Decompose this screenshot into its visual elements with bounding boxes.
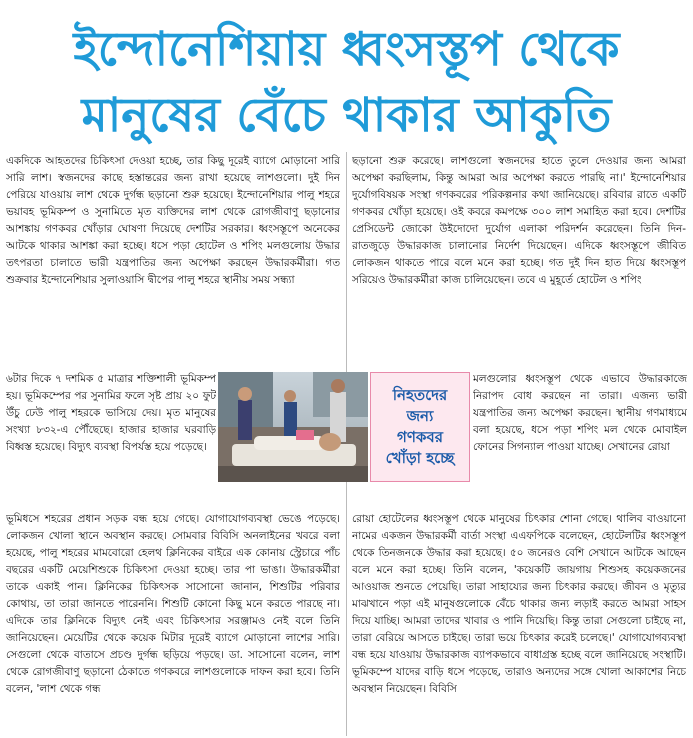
photo-caption	[370, 372, 470, 482]
article-left-top	[6, 153, 340, 371]
headline	[0, 0, 693, 150]
article-paragraph: ছড়ানো শুরু করেছে। লাশগুলো স্বজনদের হাতে তুলে দেওয়ার জন্য আমরা অপেক্ষা করছিলাম, কিন্তু আমরা আর অপেক্ষা করতে পারছি না।' ইন্দোনেশিয়ার দুর্যোগবিষয়ক সংস্থা গণকবরের পরিকল্পনার কথা জানিয়েছে। রবিবার রাতে একটি গণকবর খোঁড়া হয়েছে। ওই কবরে কমপক্ষে ৩০০ লাশ সমাহিত করা হবে। দেশটির প্রেসিডেন্ট জোকো উইদোদো দুর্যোগ এলাকা পরিদর্শন করেছেন। তিনি দিন-রাতজুড়ে উদ্ধারকাজ চালানোর নির্দেশ দিয়েছেন। এদিকে ধ্বংসস্তূপে জীবিত লোকজন থাকতে পারে বলে মনে করা হচ্ছে। গত দুই দিন হাত দিয়ে ধ্বংসস্তূপ সরিয়েও উদ্ধারকর্মীরা কাজ চালিয়েছেন। তবে এ মুহূর্তে হোটেল ও শপিং	[352, 155, 686, 287]
article-paragraph: ভূমিধসে শহরের প্রধান সড়ক বন্ধ হয়ে গেছে। যোগাযোগব্যবস্থা ভেঙে পড়েছে। লোকজন খোলা স্থানে অবস্থান করছে। সোমবার বিবিসি অনলাইনের খবরে বলা হয়েছে, পালু শহরের মামবোরো হেলথ ক্লিনিকের বাইরে এক কোনায় স্ট্রেচারে পাঁচ বছরের একটি মেয়েশিশুকে চিকিৎসা দেওয়া হচ্ছে। তার পা ভাঙা। উদ্ধারকর্মীরা তাকে একাই পান। ক্লিনিকের চিকিৎসক সাসোনো জানান, শিশুটির পরিবার কোথায়, তা তারা জানতে পারেননি। শিশুটি কোনো কিছু মনে করতে পারছে না। এদিকে তার ক্লিনিকে বিদ্যুৎ নেই এবং চিকিৎসার সরঞ্জামও নেই বলে তিনি জানিয়েছেন। মেয়েটির থেকে কয়েক মিটার দূরেই ব্যাগে মোড়ানো লাশের সারি। সেগুলো থেকে বাতাসে প্রচণ্ড দুর্গন্ধ ছড়িয়ে পড়ছে। ডা. সাসোনো বলেন, লাশ থেকে রোগজীবাণু ছড়ানো ঠেকাতে গণকবরে লাশগুলোকে দাফন করা হবে। তিনি বলেন, 'লাশ থেকে গন্ধ	[6, 513, 340, 696]
headline-line-1: ইন্দোনেশিয়ায় ধ্বংসস্তূপ থেকে	[73, 22, 620, 77]
article-right-top	[352, 153, 686, 371]
article-paragraph: একদিকে আহতদের চিকিৎসা দেওয়া হচ্ছে, তার কিছু দূরেই ব্যাগে মোড়ানো সারি সারি লাশ। স্বজনদের কাছে হস্তান্তরের জন্য রাখা হয়েছে লাশগুলো। দুই দিন পেরিয়ে যাওয়ায় লাশ থেকে দুর্গন্ধ ছড়ানো শুরু হয়েছে। ইন্দোনেশিয়ার পালু শহরে ভয়াবহ ভূমিকম্প ও সুনামিতে মৃত ব্যক্তিদের লাশ থেকে রোগজীবাণু ছড়ানোর আশঙ্কায় গণকবর খোঁড়ার ঘোষণা দিয়েছে দেশটির সরকার। ধ্বংসস্তূপে অনেকের আটকে থাকার আশঙ্কা করা হচ্ছে। ধসে পড়া হোটেল ও শপিং মলগুলোয় উদ্ধার তৎপরতা চালাতে ভারী যন্ত্রপাতির জন্য অপেক্ষা করছেন উদ্ধারকর্মীরা। গত শুক্রবার ইন্দোনেশিয়ার সুলাওয়াসি দ্বীপের পালু শহরে স্থানীয় সময় সন্ধ্যা	[6, 155, 340, 287]
headline-line-2: মানুষের বেঁচে থাকার আকুতি	[81, 88, 612, 143]
caption-line-1: নিহতদের	[392, 386, 448, 404]
article-paragraph: ৬টার দিকে ৭ দশমিক ৫ মাত্রার শক্তিশালী ভূমিকম্প হয়। ভূমিকম্পের পর সুনামির ফলে সৃষ্ট প্রায় ২০ ফুট উঁচু ঢেউ পালু শহরকে ভাসিয়ে দেয়। মৃত মানুষের সংখ্যা ৮৩২-এ পৌঁছেছে। হাজার হাজার ঘরবাড়ি বিধ্বস্ত হয়েছে। বিদ্যুৎ ব্যবস্থা বিপর্যস্ত হয়ে পড়েছে।	[6, 373, 216, 454]
article-paragraph: মলগুলোর ধ্বংসস্তূপ থেকে এভাবে উদ্ধারকাজে নিরাপদ বোধ করছেন না তারা। এজন্য ভারী যন্ত্রপাতির জন্য অপেক্ষা করছেন। স্থানীয় গণমাধ্যমে বলা হয়েছে, ধসে পড়া শপিং মল থেকে মোবাইল ফোনের সিগন্যাল পাওয়া যাচ্ছে। সেখানের রোয়া	[473, 373, 687, 454]
caption-line-4: খোঁড়া হচ্ছে	[385, 449, 455, 467]
caption-line-3: গণকবর	[397, 428, 443, 446]
article-left-narrow	[6, 371, 216, 511]
article-right-bottom	[352, 511, 686, 735]
rescue-photo	[218, 372, 368, 482]
article-paragraph: রোয়া হোটেলের ধ্বংসস্তূপ থেকে মানুষের চিৎকার শোনা গেছে। থালিব বাওয়ানো নামের একজন উদ্ধারকর্মী বার্তা সংস্থা এএফপিকে বলেছেন, হোটেলটির ধ্বংসস্তূপ থেকে তিনজনকে উদ্ধার করা হয়েছে। ৫০ জনেরও বেশি সেখানে আটকে আছেন বলে মনে করা হচ্ছে। তিনি বলেন, 'কয়েকটি জায়গায় শিশুসহ কয়েকজনের আওয়াজ শুনতে পেয়েছি। তারা সাহায্যের জন্য চিৎকার করছে। জীবন ও মৃত্যুর মাঝখানে পড়া এই মানুষগুলোকে বেঁচে থাকার জন্য লড়াই করতে আমরা সাহস দিয়ে যাচ্ছি। আমরা তাদের খাবার ও পানি দিয়েছি। কিন্তু তারা সেগুলো চাইছে না, তারা বেরিয়ে আসতে চাইছে। তারা ভয়ে চিৎকার করেই চলেছে।' যোগাযোগব্যবস্থা বন্ধ হয়ে যাওয়ায় উদ্ধারকাজ ব্যাপকভাবে বাধাগ্রস্ত হচ্ছে বলে জানিয়েছে সংস্থাটি। ভূমিকম্পে যাদের বাড়ি ধসে পড়েছে, তারাও অন্যদের সঙ্গে খোলা আকাশের নিচে অবস্থান নিয়েছেন। বিবিসি	[352, 513, 686, 696]
article-left-bottom	[6, 511, 340, 735]
article-right-narrow	[473, 371, 687, 511]
caption-line-2: জন্য	[406, 407, 434, 425]
rescue-photo-image	[218, 372, 368, 482]
